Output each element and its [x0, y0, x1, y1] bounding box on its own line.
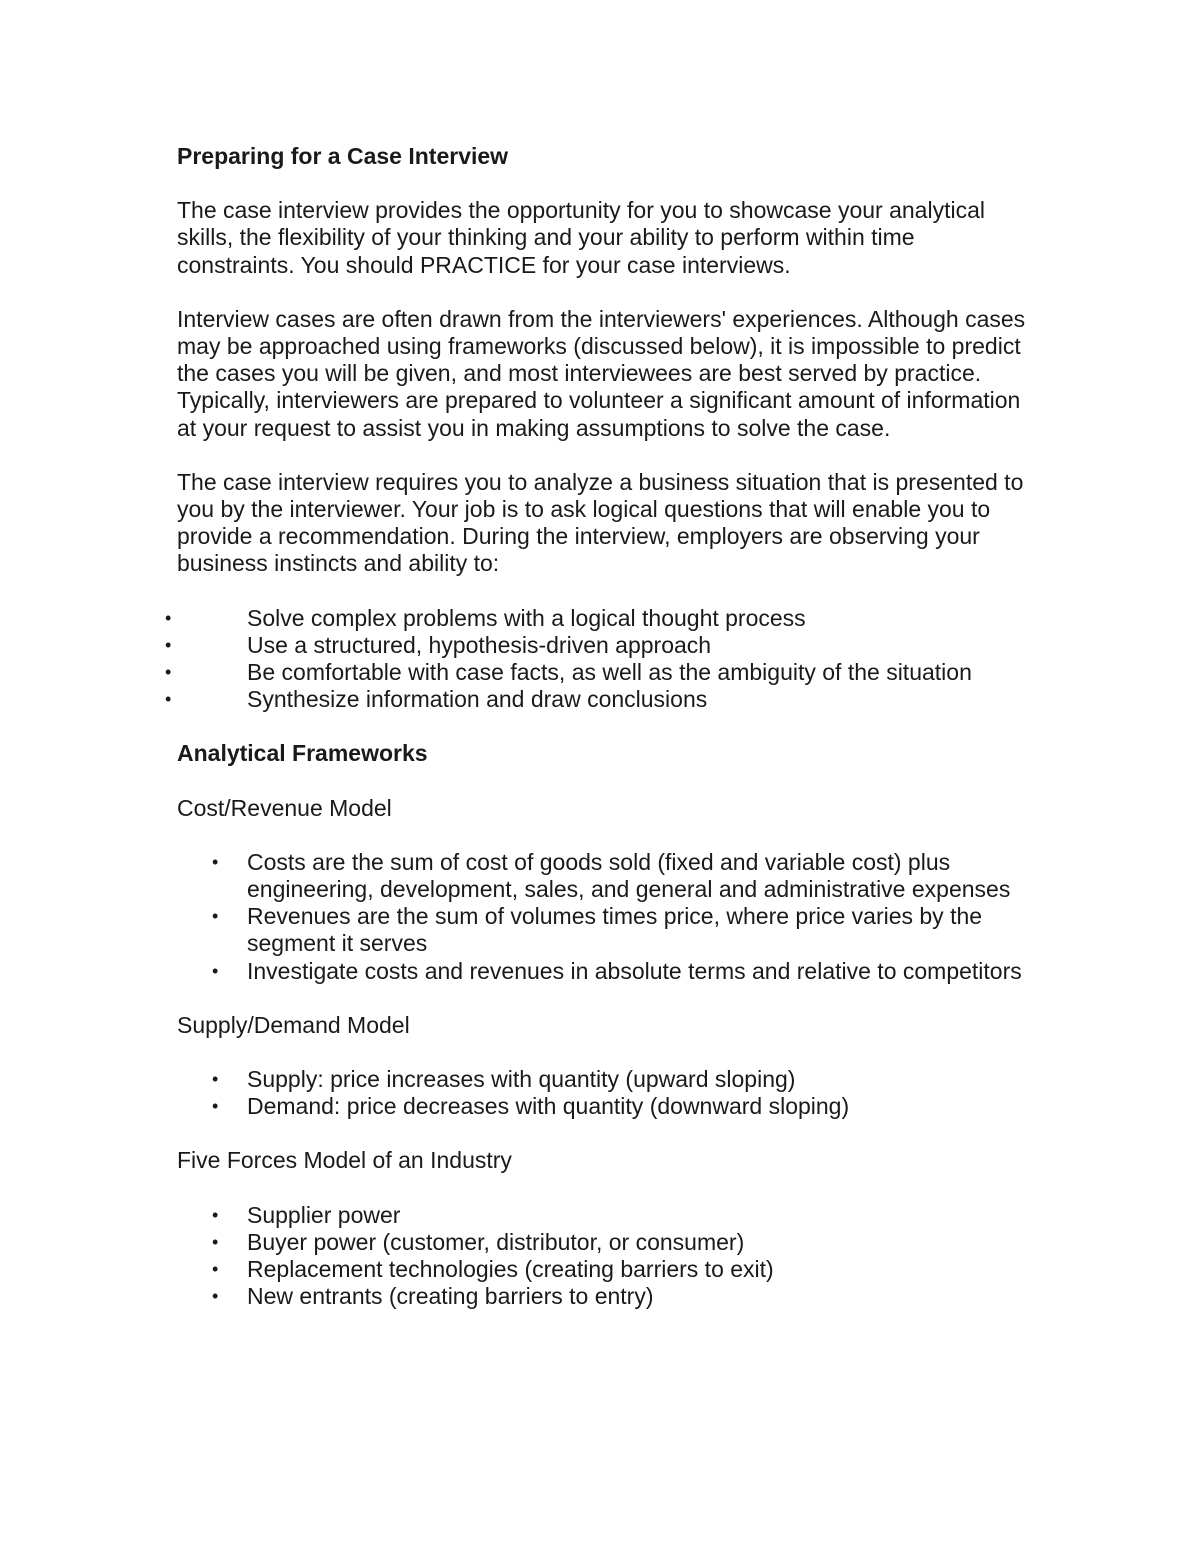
bullet-icon: • — [212, 851, 219, 872]
list-item: • Investigate costs and revenues in absolute terms and relative to competitors — [212, 957, 1022, 984]
subheading-cost-revenue: Cost/Revenue Model — [177, 794, 392, 821]
intro-paragraph-1: The case interview provides the opportunity for you to showcase your analytical skills, the flexibility of your thinking and your ability to perform within time constraints. You should PRACTICE for your case interviews. — [177, 197, 985, 278]
intro-paragraph-3: The case interview requires you to analyze a business situation that is presented to you by the interviewer. Your job is to ask logical questions that will enable you to provide a recommendation. During the interview, employers are observing your business instincts and ability to: — [177, 468, 1024, 577]
document-body — [165, 143, 1037, 1311]
subheading-five-forces: Five Forces Model of an Industry — [177, 1147, 512, 1174]
bullet-icon: • — [212, 1231, 219, 1252]
five-forces-list — [177, 1202, 1037, 1311]
list-item: • Demand: price decreases with quantity (downward sloping) — [212, 1093, 850, 1120]
bullet-icon: • — [212, 1069, 219, 1090]
section-heading-frameworks: Analytical Frameworks — [177, 740, 428, 767]
list-item: • Supplier power — [212, 1201, 401, 1228]
bullet-icon: • — [212, 1259, 219, 1280]
list-item: • Synthesize information and draw conclusions — [165, 686, 708, 713]
supply-demand-list — [177, 1066, 1037, 1120]
bullet-icon: • — [212, 1286, 219, 1307]
list-item: • Revenues are the sum of volumes times price, where price varies by the segment it serves — [212, 903, 983, 957]
list-item: • Be comfortable with case facts, as well as the ambiguity of the situation — [165, 659, 972, 686]
bullet-icon: • — [165, 689, 172, 710]
bullet-icon: • — [212, 906, 219, 927]
bullet-icon: • — [212, 1096, 219, 1117]
bullet-icon: • — [165, 662, 172, 683]
abilities-list — [165, 604, 1037, 714]
subheading-supply-demand: Supply/Demand Model — [177, 1011, 410, 1038]
bullet-icon: • — [212, 1204, 219, 1225]
intro-paragraph-2: Interview cases are often drawn from the interviewers' experiences. Although cases may be approached using frameworks (discussed below), it is impossible to predict the cases you will be given, and most interviewees are best served by practice. Typically, interviewers are prepared to volunteer a significant amount of information at your request to assist you in making assumptions to solve the case. — [177, 305, 1026, 441]
list-item: • Buyer power (customer, distributor, or consumer) — [212, 1228, 745, 1255]
list-item: • Use a structured, hypothesis-driven approach — [165, 631, 712, 658]
list-item: • Replacement technologies (creating barriers to exit) — [212, 1256, 774, 1283]
list-item: • New entrants (creating barriers to entry) — [212, 1283, 654, 1310]
list-item: • Supply: price increases with quantity (upward sloping) — [212, 1066, 796, 1093]
bullet-icon: • — [165, 634, 172, 655]
list-item: • Solve complex problems with a logical thought process — [165, 604, 806, 631]
list-item: • Costs are the sum of cost of goods sold (fixed and variable cost) plus engineering, development, sales, and general and administrative expenses — [212, 848, 1011, 903]
bullet-icon: • — [212, 960, 219, 981]
page-title: Preparing for a Case Interview — [177, 143, 509, 169]
cost-revenue-list — [177, 849, 1037, 985]
bullet-icon: • — [165, 607, 172, 628]
